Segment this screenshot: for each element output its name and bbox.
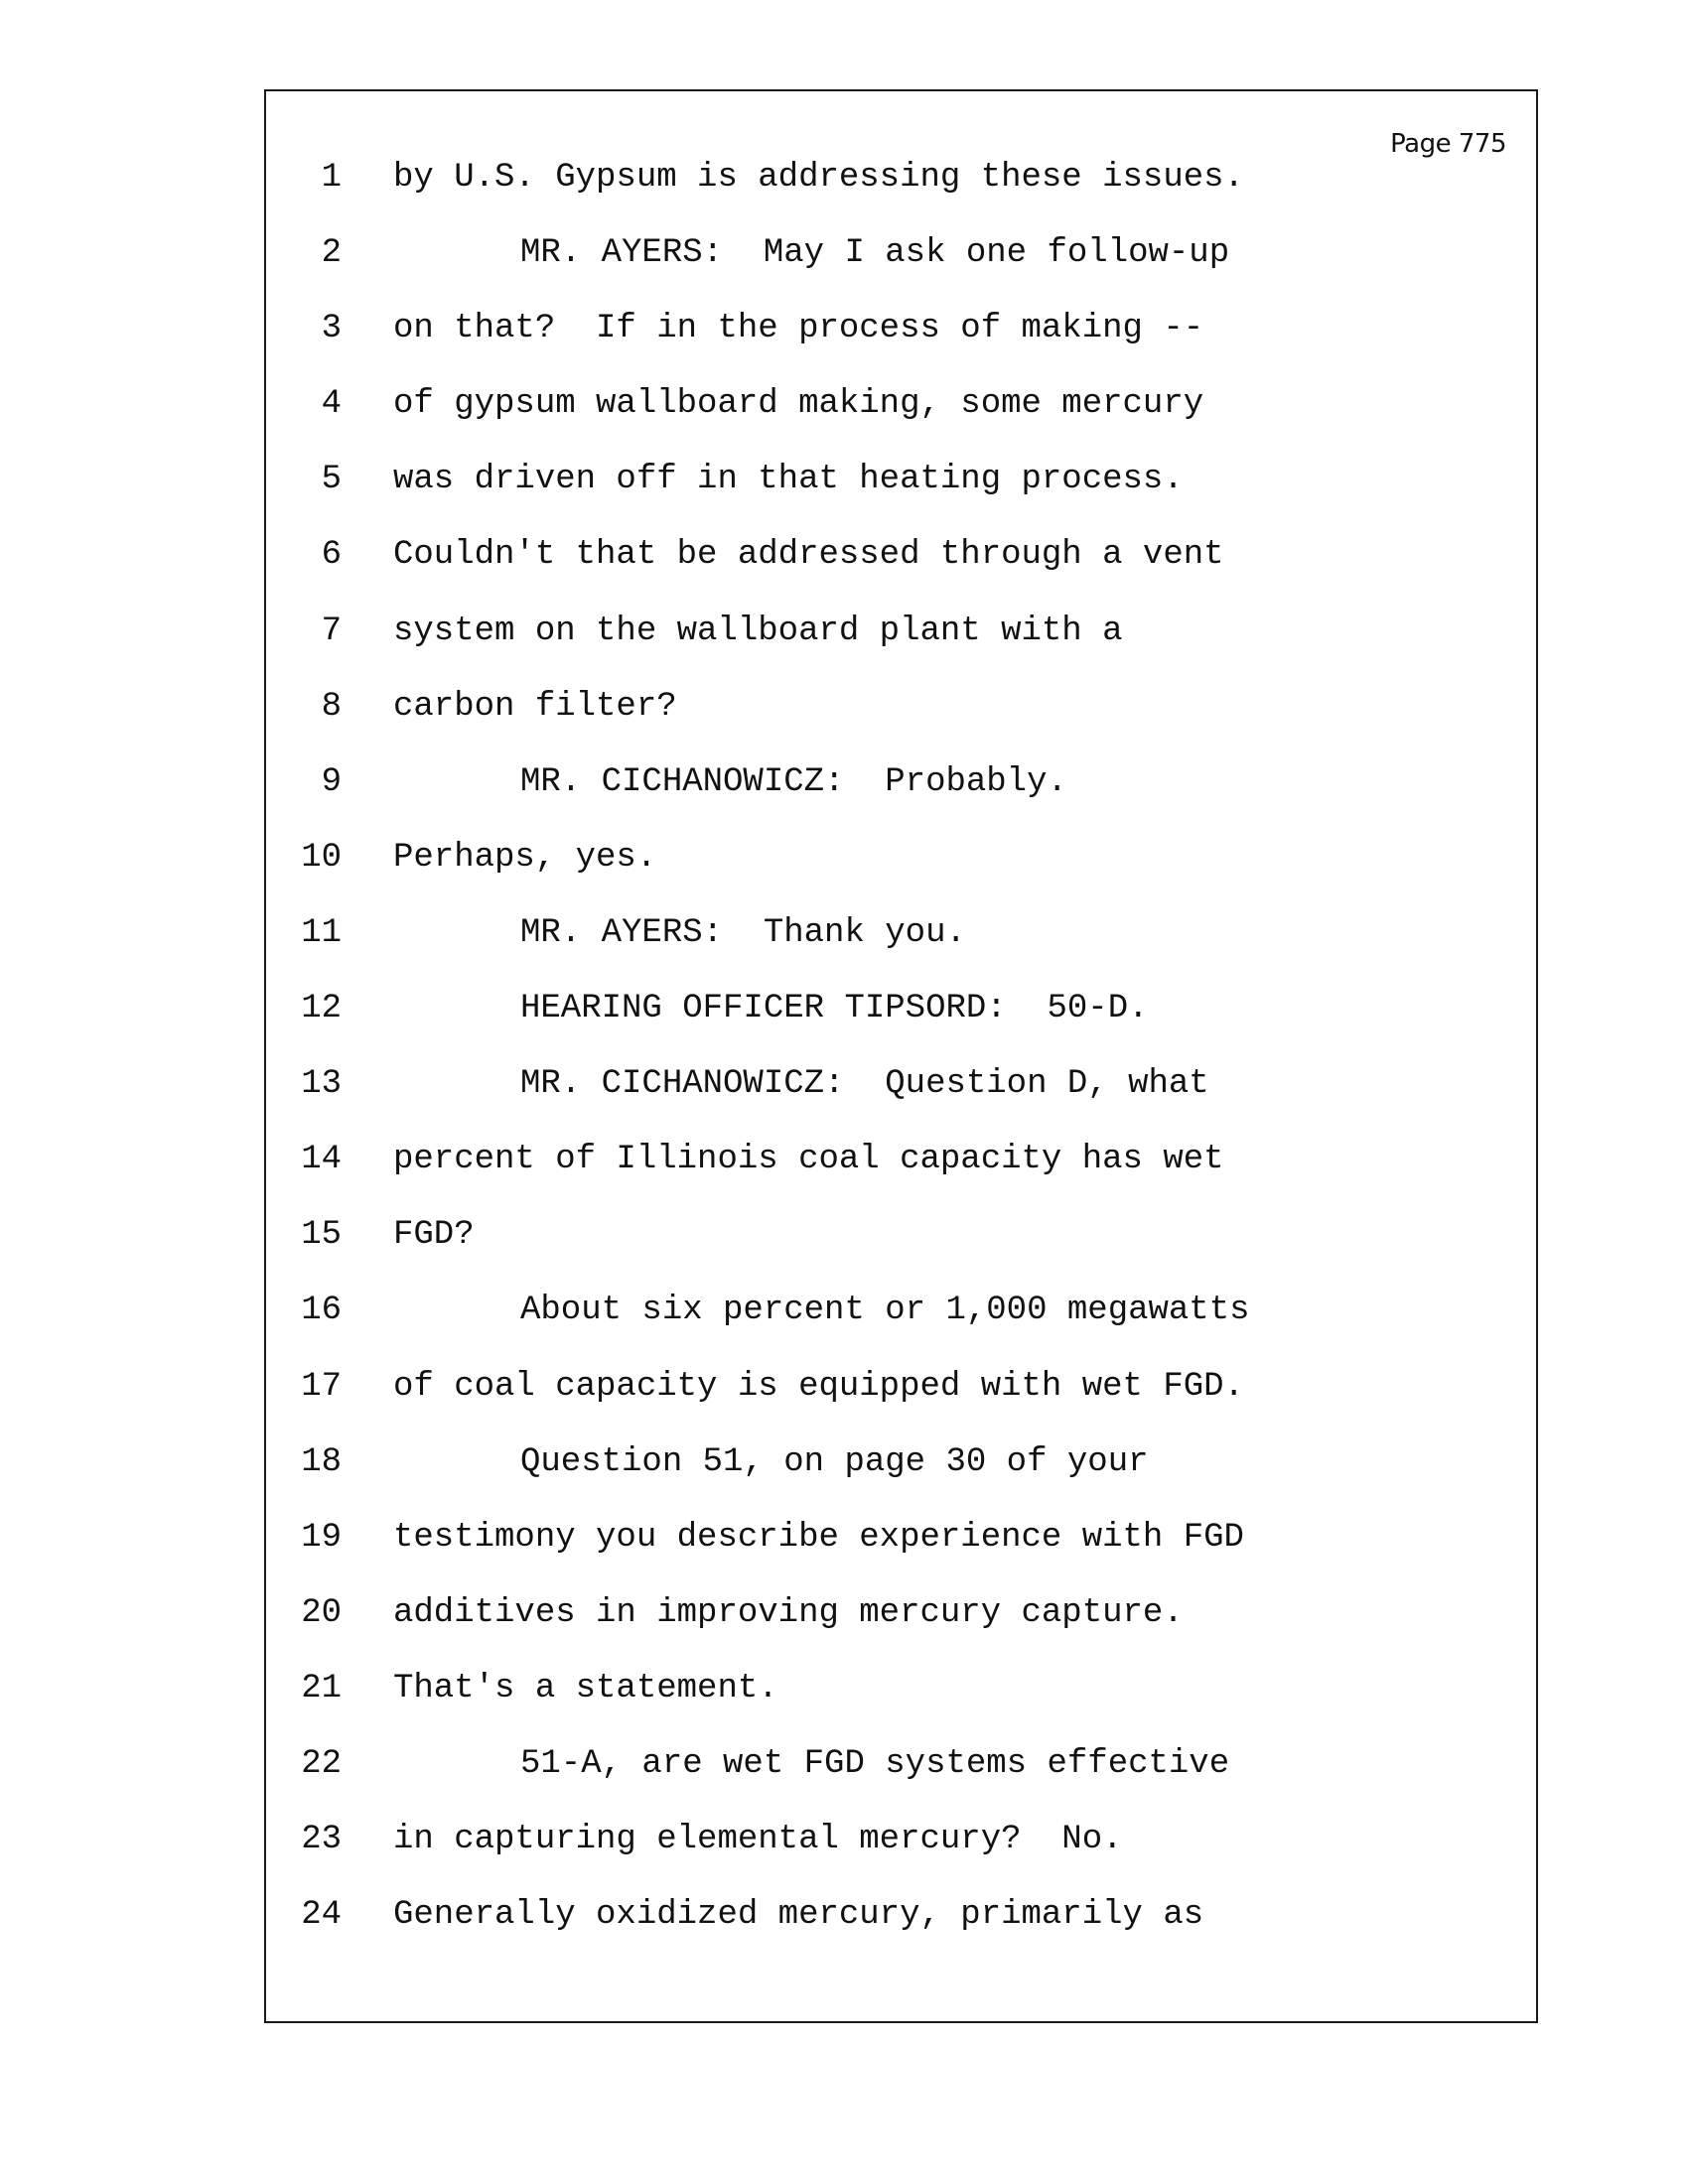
transcript-line <box>266 461 1536 536</box>
line-number: 5 <box>321 461 342 499</box>
transcript-line <box>266 1745 1536 1821</box>
transcript-line <box>266 1594 1536 1670</box>
line-number: 7 <box>321 612 342 650</box>
page-number: Page 775 <box>1390 129 1506 159</box>
line-number: 24 <box>301 1896 342 1935</box>
line-text: FGD? <box>393 1216 475 1255</box>
line-text: MR. AYERS: May I ask one follow-up <box>520 234 1230 273</box>
line-text: Question 51, on page 30 of your <box>520 1442 1149 1481</box>
line-number: 13 <box>301 1065 342 1104</box>
line-number: 22 <box>301 1744 342 1783</box>
transcript-line <box>266 1821 1536 1896</box>
line-number: 11 <box>301 913 342 952</box>
transcript-line <box>266 536 1536 612</box>
transcript-line <box>266 763 1536 839</box>
transcript-line <box>266 839 1536 914</box>
line-number: 14 <box>301 1141 342 1179</box>
transcript-line <box>266 914 1536 990</box>
line-number: 17 <box>301 1367 342 1406</box>
line-text: percent of Illinois coal capacity has wet <box>393 1141 1224 1179</box>
line-text: of coal capacity is equipped with wet FGD. <box>393 1367 1244 1406</box>
transcript-line <box>266 310 1536 385</box>
transcript-line <box>266 1292 1536 1367</box>
transcript-line <box>266 688 1536 763</box>
line-text: About six percent or 1,000 megawatts <box>520 1292 1250 1330</box>
line-number: 3 <box>321 310 342 348</box>
transcript-lines <box>266 159 1536 1972</box>
line-number: 19 <box>301 1518 342 1557</box>
transcript-line <box>266 1519 1536 1594</box>
transcript-line <box>266 990 1536 1065</box>
transcript-line <box>266 1065 1536 1141</box>
page-frame <box>264 89 1538 2023</box>
transcript-line <box>266 1443 1536 1519</box>
line-text: on that? If in the process of making -- <box>393 310 1204 348</box>
transcript-line <box>266 234 1536 310</box>
line-number: 23 <box>301 1821 342 1859</box>
line-text: Generally oxidized mercury, primarily as <box>393 1896 1204 1935</box>
transcript-line <box>266 1896 1536 1972</box>
line-text: MR. AYERS: Thank you. <box>520 913 966 952</box>
transcript-line <box>266 613 1536 688</box>
line-number: 8 <box>321 687 342 726</box>
line-text: HEARING OFFICER TIPSORD: 50-D. <box>520 990 1149 1028</box>
line-text: by U.S. Gypsum is addressing these issues. <box>393 159 1244 197</box>
line-number: 9 <box>321 762 342 801</box>
transcript-line <box>266 1670 1536 1745</box>
line-number: 2 <box>321 234 342 273</box>
line-text: carbon filter? <box>393 687 677 726</box>
line-text: in capturing elemental mercury? No. <box>393 1821 1123 1859</box>
line-number: 6 <box>321 536 342 575</box>
line-text: was driven off in that heating process. <box>393 461 1184 499</box>
line-text: additives in improving mercury capture. <box>393 1593 1184 1632</box>
line-text: Perhaps, yes. <box>393 838 657 877</box>
line-number: 10 <box>301 838 342 877</box>
line-text: Couldn't that be addressed through a vent <box>393 536 1224 575</box>
transcript-line <box>266 159 1536 234</box>
line-text: testimony you describe experience with FGD <box>393 1518 1244 1557</box>
line-number: 18 <box>301 1442 342 1481</box>
transcript-line <box>266 1216 1536 1292</box>
line-number: 12 <box>301 990 342 1028</box>
line-text: 51-A, are wet FGD systems effective <box>520 1744 1230 1783</box>
line-number: 4 <box>321 385 342 424</box>
line-text: That's a statement. <box>393 1669 778 1707</box>
transcript-line <box>266 1368 1536 1443</box>
line-number: 21 <box>301 1669 342 1707</box>
line-number: 16 <box>301 1292 342 1330</box>
line-number: 15 <box>301 1216 342 1255</box>
line-number: 1 <box>321 159 342 197</box>
line-number: 20 <box>301 1593 342 1632</box>
line-text: MR. CICHANOWICZ: Question D, what <box>520 1065 1209 1104</box>
line-text: MR. CICHANOWICZ: Probably. <box>520 762 1067 801</box>
transcript-line <box>266 1141 1536 1216</box>
line-text: of gypsum wallboard making, some mercury <box>393 385 1204 424</box>
transcript-line <box>266 385 1536 461</box>
line-text: system on the wallboard plant with a <box>393 612 1123 650</box>
